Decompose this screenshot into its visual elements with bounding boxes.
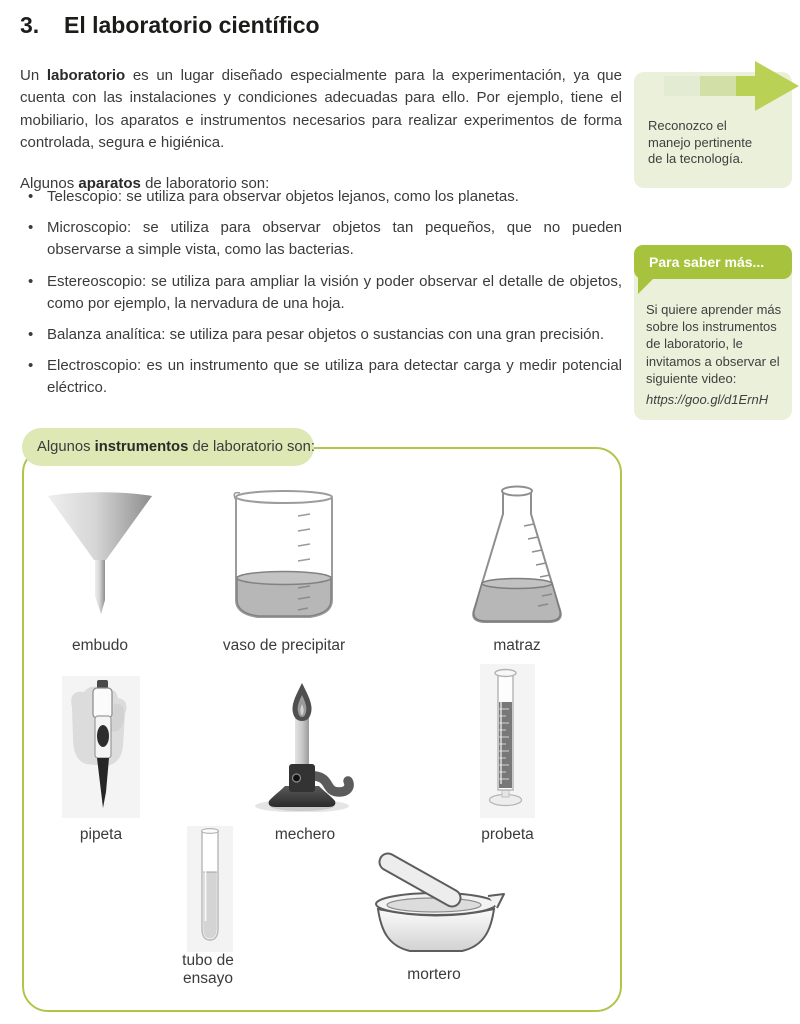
bunsen-burner-illustration xyxy=(245,680,365,812)
instrument-figure-mortero xyxy=(358,852,510,958)
instrument-figure-tubo xyxy=(187,826,233,952)
instrument-figure-pipeta xyxy=(62,676,140,818)
intro-pre: Un xyxy=(20,67,47,84)
arrow-segment xyxy=(736,76,756,96)
instrument-figure-vaso xyxy=(228,486,340,626)
aparatos-pre: Algunos xyxy=(20,175,79,192)
instrument-label: vaso de precipitar xyxy=(222,637,346,654)
page-title: El laboratorio científico xyxy=(64,12,320,38)
instrument-label: embudo xyxy=(71,637,128,654)
para-saber-mas-title: Para saber más... xyxy=(634,245,792,279)
arrow-segment xyxy=(700,76,736,96)
competency-text: Reconozco el manejo pertinente de la tecnología. xyxy=(648,118,753,166)
arrow-segment xyxy=(664,76,700,96)
list-item: • Microscopio: se utiliza para observar objetos tan pequeños, que no pueden observarse a simple vista, como las bacterias. xyxy=(20,217,622,261)
speech-tail-icon xyxy=(638,277,655,294)
inst-header-post: de laboratorio son: xyxy=(188,439,316,455)
instrument-figure-embudo xyxy=(45,488,155,620)
instrument-label: matraz xyxy=(493,637,541,654)
beaker-illustration xyxy=(228,486,340,626)
aparatos-list xyxy=(20,186,622,409)
instrument-figure-mechero xyxy=(245,680,365,812)
inst-header-pre: Algunos xyxy=(37,439,95,455)
funnel-illustration xyxy=(45,488,155,620)
instrument-label: probeta xyxy=(481,826,534,843)
test-tube-photo xyxy=(187,826,233,952)
mortar-pestle-illustration xyxy=(358,852,510,958)
list-item: • Electroscopio: es un instrumento que se utiliza para detectar carga y medir potencial eléctrico. xyxy=(20,355,622,399)
graduated-cylinder-photo xyxy=(480,664,535,818)
instrument-label: pipeta xyxy=(79,826,123,843)
instrument-figure-probeta xyxy=(480,664,535,818)
intro-post: es un lugar diseñado especialmente para la experimentación, ya que cuenta con las instalaciones y condiciones adecuadas para ello. Por ejemplo, tiene el mobiliario, los aparatos e instrumentos necesarios para realizar experimentos de forma controlada, segura e higiénica. xyxy=(20,67,622,152)
erlenmeyer-flask-illustration xyxy=(462,484,572,624)
list-item: • Estereoscopio: se utiliza para ampliar la visión y poder observar el detalle de objetos, como por ejemplo, la nervadura de una hoja. xyxy=(20,271,622,315)
instruments-box-header xyxy=(22,428,314,466)
instrument-label: tubo de ensayo xyxy=(182,952,234,987)
para-saber-mas-body: Si quiere aprender más sobre los instrumentos de laboratorio, le invitamos a observar el siguiente video: xyxy=(646,302,782,386)
instrument-label: mechero xyxy=(274,826,336,843)
progress-arrow-icon xyxy=(664,60,798,110)
list-item: • Telescopio: se utiliza para observar objetos lejanos, como los planetas. xyxy=(20,186,622,208)
instrument-label: mortero xyxy=(407,966,461,983)
intro-paragraph xyxy=(20,65,622,155)
inst-header-bold: instrumentos xyxy=(94,439,189,455)
section-number: 3. xyxy=(20,12,40,38)
instrument-figure-matraz xyxy=(462,484,572,624)
intro-bold: laboratorio xyxy=(46,67,126,84)
pipette-photo xyxy=(62,676,140,818)
aparatos-bold: aparatos xyxy=(78,175,141,192)
arrow-head xyxy=(755,61,799,111)
video-link[interactable]: https://goo.gl/d1ErnH xyxy=(646,392,769,407)
aparatos-post: de laboratorio son: xyxy=(140,175,270,192)
list-item: • Balanza analítica: se utiliza para pesar objetos o sustancias con una gran precisión. xyxy=(20,324,622,346)
